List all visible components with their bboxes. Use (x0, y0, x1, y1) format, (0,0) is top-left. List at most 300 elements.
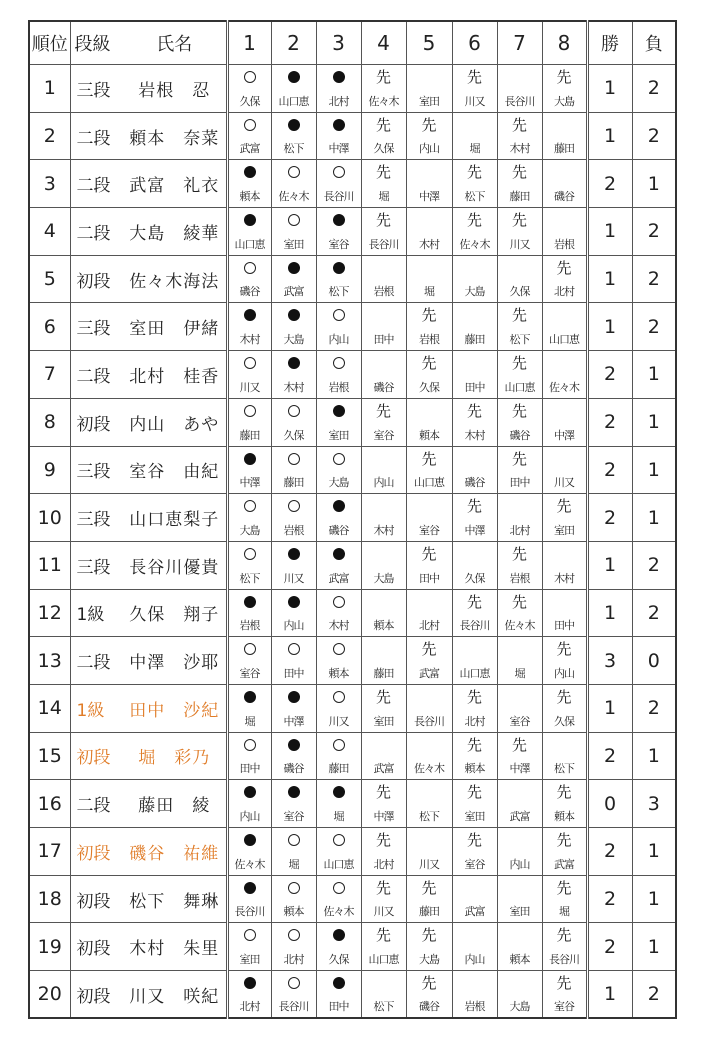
player-name-cell: 長谷川優貴 (123, 541, 227, 589)
loss-mark (272, 354, 316, 373)
win-mark (272, 974, 316, 993)
opponent-name: 北村 (373, 857, 394, 871)
game-cell-2 (271, 446, 316, 494)
game-cell-1 (227, 112, 271, 160)
first-move-mark: 先 (375, 783, 391, 802)
game-cell-3 (316, 303, 361, 351)
game-cell-6 (452, 255, 497, 303)
dan-cell: 三段 (70, 494, 123, 542)
opponent-name: 武富 (373, 762, 394, 776)
game-cell-7 (497, 112, 542, 160)
opponent-name: 藤田 (373, 666, 394, 680)
opponent-name: 藤田 (464, 333, 485, 347)
first-move-mark: 先 (375, 68, 391, 86)
opponent-name: 堀 (469, 142, 480, 156)
opponent-name: 岩根 (373, 285, 394, 299)
loss-mark (272, 736, 316, 755)
opponent-name: 大島 (373, 571, 394, 585)
dan-cell: 二段 (70, 637, 123, 685)
game-cell-3 (316, 494, 361, 542)
game-cell-5 (406, 446, 452, 494)
opponent-name: 佐々木 (549, 380, 579, 394)
opponent-name: 久保 (464, 571, 485, 585)
rank-cell: 14 (29, 684, 70, 732)
win-mark (272, 497, 316, 516)
black-circle-icon (333, 262, 345, 274)
first-move-mark: 先 (511, 592, 527, 611)
opponent-name: 山口恵 (504, 380, 535, 394)
table-row (29, 160, 676, 208)
first-move-mark: 先 (421, 878, 437, 897)
game-cell-2 (271, 160, 316, 208)
game-cell-2 (271, 828, 316, 876)
white-circle-icon (288, 882, 300, 894)
game-cell-2 (271, 398, 316, 446)
header-game-1: 1 (227, 21, 271, 65)
rank-cell: 16 (29, 780, 70, 828)
opponent-name: 室田 (239, 953, 260, 967)
opponent-name: 岩根 (239, 619, 260, 633)
first-move-mark: 先 (466, 831, 482, 849)
first-move-mark: 先 (466, 401, 482, 420)
white-circle-icon (244, 357, 256, 369)
opponent-name: 堀 (424, 285, 434, 299)
black-circle-icon (333, 929, 345, 941)
opponent-name: 内山 (373, 476, 394, 490)
table-row (29, 780, 676, 828)
game-cell-7 (497, 398, 542, 446)
game-cell-6 (452, 160, 497, 208)
game-cell-2 (271, 780, 316, 828)
game-cell-7 (497, 875, 542, 923)
opponent-name: 久保 (328, 953, 349, 967)
losses-cell: 1 (632, 875, 676, 923)
losses-cell: 2 (632, 208, 676, 256)
losses-cell: 2 (632, 684, 676, 732)
opponent-name: 大島 (239, 523, 260, 537)
game-cell-5 (406, 255, 452, 303)
win-mark (317, 163, 361, 182)
opponent-name: 田中 (509, 476, 530, 490)
game-cell-4 (361, 828, 406, 876)
opponent-name: 長谷川 (414, 714, 444, 728)
opponent-name: 佐々木 (414, 762, 444, 776)
opponent-name: 長谷川 (504, 94, 535, 108)
loss-mark (317, 783, 361, 802)
first-move-mark: 先 (466, 68, 482, 86)
win-mark (317, 736, 361, 755)
game-cell-4 (361, 398, 406, 446)
game-cell-8 (542, 160, 587, 208)
opponent-name: 田中 (283, 666, 304, 680)
table-row (29, 828, 676, 876)
game-cell-3 (316, 637, 361, 685)
first-move-mark: 先 (511, 211, 527, 230)
game-cell-5 (406, 637, 452, 685)
opponent-name: 大島 (509, 1000, 530, 1014)
opponent-name: 室谷 (554, 1000, 574, 1014)
opponent-name: 武富 (328, 571, 349, 585)
game-cell-2 (271, 589, 316, 637)
opponent-name: 磯谷 (419, 1000, 439, 1014)
loss-mark (317, 545, 361, 564)
rank-cell: 19 (29, 923, 70, 971)
black-circle-icon (333, 71, 345, 83)
opponent-name: 北村 (554, 285, 574, 299)
opponent-name: 木村 (419, 237, 439, 251)
rank-cell: 3 (29, 160, 70, 208)
dan-cell: 1級 (70, 684, 123, 732)
game-cell-4 (361, 160, 406, 208)
opponent-name: 田中 (239, 762, 260, 776)
game-cell-3 (316, 923, 361, 971)
game-cell-7 (497, 828, 542, 876)
game-cell-2 (271, 637, 316, 685)
player-name-cell: 木村 朱里 (123, 923, 227, 971)
first-move-mark: 先 (466, 783, 482, 802)
black-circle-icon (288, 119, 300, 131)
table-row (29, 541, 676, 589)
game-cell-8 (542, 255, 587, 303)
rank-cell: 9 (29, 446, 70, 494)
table-row (29, 112, 676, 160)
black-circle-icon (244, 596, 256, 608)
opponent-name: 松下 (283, 142, 304, 156)
game-cell-3 (316, 971, 361, 1019)
game-cell-7 (497, 971, 542, 1019)
loss-mark (229, 783, 271, 802)
black-circle-icon (288, 786, 300, 798)
wins-cell: 1 (587, 541, 632, 589)
game-cell-7 (497, 65, 542, 113)
game-cell-8 (542, 112, 587, 160)
black-circle-icon (244, 977, 256, 989)
first-move-mark: 先 (556, 68, 572, 86)
opponent-name: 藤田 (554, 142, 574, 156)
loss-mark (229, 211, 271, 230)
opponent-name: 大島 (464, 285, 485, 299)
game-cell-4 (361, 589, 406, 637)
game-cell-1 (227, 971, 271, 1019)
opponent-name: 山口恵 (278, 94, 309, 108)
white-circle-icon (244, 929, 256, 941)
win-mark (229, 116, 271, 135)
game-cell-7 (497, 684, 542, 732)
opponent-name: 室谷 (373, 428, 394, 442)
opponent-name: 中澤 (509, 762, 530, 776)
game-cell-4 (361, 446, 406, 494)
game-cell-5 (406, 541, 452, 589)
white-circle-icon (333, 739, 345, 751)
opponent-name: 松下 (554, 762, 574, 776)
player-name-cell: 室谷 由紀 (123, 446, 227, 494)
game-cell-3 (316, 541, 361, 589)
opponent-name: 松下 (464, 190, 485, 204)
opponent-name: 室谷 (509, 714, 530, 728)
white-circle-icon (333, 309, 345, 321)
black-circle-icon (288, 596, 300, 608)
header-game-4: 4 (361, 21, 406, 65)
white-circle-icon (333, 691, 345, 703)
dan-cell: 三段 (70, 65, 123, 113)
game-cell-2 (271, 541, 316, 589)
opponent-name: 室田 (554, 523, 574, 537)
win-mark (317, 688, 361, 707)
game-cell-1 (227, 684, 271, 732)
opponent-name: 佐々木 (459, 237, 490, 251)
game-cell-4 (361, 684, 406, 732)
opponent-name: 松下 (509, 333, 530, 347)
win-mark (317, 831, 361, 850)
opponent-name: 川又 (464, 94, 485, 108)
first-move-mark: 先 (421, 115, 437, 134)
game-cell-6 (452, 971, 497, 1019)
first-move-mark: 先 (466, 592, 482, 611)
win-mark (229, 497, 271, 516)
opponent-name: 室田 (464, 810, 485, 823)
game-cell-7 (497, 541, 542, 589)
white-circle-icon (333, 357, 345, 369)
first-move-mark: 先 (556, 783, 572, 802)
opponent-name: 山口恵 (368, 953, 399, 967)
first-move-mark: 先 (421, 544, 437, 563)
white-circle-icon (244, 739, 256, 751)
opponent-name: 武富 (283, 285, 304, 299)
opponent-name: 内山 (328, 333, 349, 347)
first-move-mark: 先 (556, 878, 572, 897)
black-circle-icon (333, 548, 345, 560)
game-cell-5 (406, 828, 452, 876)
opponent-name: 室谷 (328, 237, 349, 251)
game-cell-8 (542, 65, 587, 113)
first-move-mark: 先 (466, 497, 482, 516)
white-circle-icon (288, 453, 300, 465)
black-circle-icon (244, 882, 256, 894)
game-cell-4 (361, 780, 406, 828)
game-cell-7 (497, 732, 542, 780)
opponent-name: 室田 (283, 237, 304, 251)
game-cell-7 (497, 637, 542, 685)
game-cell-1 (227, 828, 271, 876)
losses-cell: 1 (632, 446, 676, 494)
losses-cell: 2 (632, 971, 676, 1019)
loss-mark (229, 163, 271, 182)
game-cell-8 (542, 541, 587, 589)
game-cell-1 (227, 637, 271, 685)
opponent-name: 北村 (239, 1000, 260, 1014)
game-cell-6 (452, 112, 497, 160)
first-move-mark: 先 (556, 258, 572, 277)
black-circle-icon (288, 739, 300, 751)
white-circle-icon (333, 882, 345, 894)
opponent-name: 内山 (283, 619, 304, 633)
player-name-cell: 田中 沙紀 (123, 684, 227, 732)
opponent-name: 頼本 (373, 619, 394, 633)
win-mark (272, 640, 316, 659)
game-cell-8 (542, 208, 587, 256)
game-cell-8 (542, 684, 587, 732)
opponent-name: 川又 (328, 714, 349, 728)
game-cell-6 (452, 351, 497, 399)
game-cell-7 (497, 494, 542, 542)
game-cell-6 (452, 541, 497, 589)
losses-cell: 1 (632, 923, 676, 971)
losses-cell: 2 (632, 112, 676, 160)
first-move-mark: 先 (421, 640, 437, 659)
opponent-name: 武富 (509, 810, 530, 823)
opponent-name: 佐々木 (504, 619, 535, 633)
game-cell-8 (542, 351, 587, 399)
opponent-name: 磯谷 (464, 476, 485, 490)
game-cell-6 (452, 923, 497, 971)
rank-cell: 15 (29, 732, 70, 780)
header-name: 氏名 (123, 21, 227, 65)
opponent-name: 内山 (419, 142, 439, 156)
opponent-name: 藤田 (509, 190, 530, 204)
opponent-name: 武富 (464, 905, 485, 919)
opponent-name: 佐々木 (323, 905, 354, 919)
white-circle-icon (333, 643, 345, 655)
opponent-name: 室谷 (283, 810, 304, 823)
opponent-name: 中澤 (239, 476, 260, 490)
win-mark (272, 879, 316, 898)
opponent-name: 松下 (328, 285, 349, 299)
loss-mark (229, 306, 271, 325)
player-name-cell: 大島 綾華 (123, 208, 227, 256)
first-move-mark: 先 (511, 401, 527, 420)
opponent-name: 大島 (554, 94, 574, 108)
first-move-mark: 先 (511, 544, 527, 563)
opponent-name: 田中 (373, 333, 394, 347)
first-move-mark: 先 (375, 115, 391, 134)
win-mark (229, 736, 271, 755)
opponent-name: 頼本 (328, 666, 349, 680)
opponent-name: 田中 (328, 1000, 349, 1014)
black-circle-icon (333, 214, 345, 226)
game-cell-8 (542, 923, 587, 971)
black-circle-icon (244, 786, 256, 798)
opponent-name: 長谷川 (368, 237, 399, 251)
opponent-name: 大島 (419, 953, 439, 967)
game-cell-3 (316, 780, 361, 828)
game-cell-2 (271, 684, 316, 732)
wins-cell: 2 (587, 828, 632, 876)
opponent-name: 川又 (373, 905, 394, 919)
game-cell-1 (227, 208, 271, 256)
game-cell-7 (497, 589, 542, 637)
win-mark (317, 879, 361, 898)
win-mark (317, 450, 361, 469)
game-cell-1 (227, 65, 271, 113)
opponent-name: 磯谷 (554, 190, 574, 204)
white-circle-icon (288, 977, 300, 989)
game-cell-5 (406, 303, 452, 351)
game-cell-7 (497, 160, 542, 208)
win-mark (229, 402, 271, 421)
losses-cell: 1 (632, 160, 676, 208)
first-move-mark: 先 (556, 926, 572, 945)
game-cell-6 (452, 780, 497, 828)
dan-cell: 初段 (70, 875, 123, 923)
wins-cell: 1 (587, 112, 632, 160)
opponent-name: 長谷川 (234, 905, 265, 919)
opponent-name: 武富 (239, 142, 260, 156)
white-circle-icon (288, 643, 300, 655)
first-move-mark: 先 (375, 687, 391, 706)
wins-cell: 0 (587, 780, 632, 828)
opponent-name: 藤田 (283, 476, 304, 490)
white-circle-icon (244, 71, 256, 83)
loss-mark (272, 306, 316, 325)
header-game-7: 7 (497, 21, 542, 65)
player-name-cell: 中澤 沙耶 (123, 637, 227, 685)
black-circle-icon (288, 691, 300, 703)
opponent-name: 川又 (509, 237, 530, 251)
game-cell-6 (452, 303, 497, 351)
game-cell-8 (542, 398, 587, 446)
game-cell-6 (452, 589, 497, 637)
game-cell-1 (227, 732, 271, 780)
losses-cell: 1 (632, 494, 676, 542)
first-move-mark: 先 (375, 878, 391, 897)
loss-mark (229, 593, 271, 612)
game-cell-4 (361, 923, 406, 971)
game-cell-2 (271, 303, 316, 351)
wins-cell: 1 (587, 684, 632, 732)
game-cell-5 (406, 112, 452, 160)
first-move-mark: 先 (466, 735, 482, 754)
rank-cell: 1 (29, 65, 70, 113)
white-circle-icon (333, 834, 345, 846)
game-cell-6 (452, 684, 497, 732)
black-circle-icon (288, 548, 300, 560)
white-circle-icon (333, 453, 345, 465)
game-cell-7 (497, 303, 542, 351)
game-cell-8 (542, 971, 587, 1019)
losses-cell: 1 (632, 732, 676, 780)
opponent-name: 磯谷 (373, 380, 394, 394)
game-cell-1 (227, 255, 271, 303)
loss-mark (229, 450, 271, 469)
opponent-name: 堀 (514, 666, 525, 680)
opponent-name: 山口恵 (414, 476, 444, 490)
game-cell-8 (542, 828, 587, 876)
game-cell-8 (542, 589, 587, 637)
game-cell-5 (406, 971, 452, 1019)
game-cell-3 (316, 828, 361, 876)
opponent-name: 北村 (328, 94, 349, 108)
white-circle-icon (288, 834, 300, 846)
wins-cell: 2 (587, 923, 632, 971)
first-move-mark: 先 (466, 163, 482, 182)
header-game-2: 2 (271, 21, 316, 65)
game-cell-5 (406, 494, 452, 542)
opponent-name: 岩根 (283, 523, 304, 537)
win-mark (229, 68, 271, 87)
table-row (29, 398, 676, 446)
win-mark (272, 831, 316, 850)
table-row (29, 208, 676, 256)
player-name-cell: 堀 彩乃 (123, 732, 227, 780)
game-cell-3 (316, 351, 361, 399)
game-cell-5 (406, 398, 452, 446)
opponent-name: 室谷 (239, 666, 260, 680)
game-cell-3 (316, 684, 361, 732)
opponent-name: 堀 (333, 810, 344, 823)
loss-mark (272, 593, 316, 612)
opponent-name: 佐々木 (234, 857, 265, 871)
first-move-mark: 先 (556, 497, 572, 516)
